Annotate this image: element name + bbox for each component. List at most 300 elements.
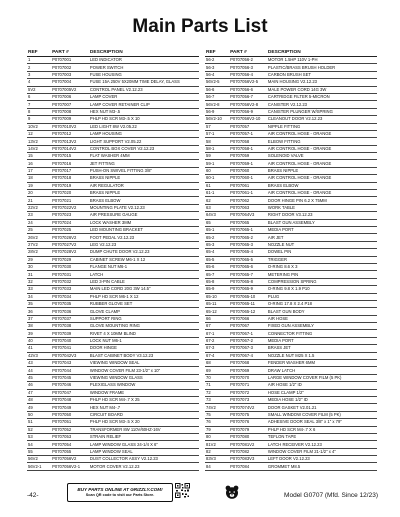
ref-cell: 57 (205, 123, 229, 130)
part-number-cell: P0707019 (51, 182, 89, 189)
description-cell: LEFT DOOR V2.12.23 (267, 456, 377, 463)
ref-cell: 73 (205, 396, 229, 403)
ref-cell: 2 (27, 64, 51, 71)
table-row (27, 64, 199, 71)
table-row (27, 234, 199, 241)
part-number-cell: P0707058 (229, 138, 267, 145)
part-number-cell: P0707031 (51, 271, 89, 278)
part-number-cell: P0707082 (229, 448, 267, 455)
part-number-cell: P0707057 (229, 123, 267, 130)
part-number-cell: P0707079 (229, 426, 267, 433)
ref-cell: 68 (205, 360, 229, 367)
part-number-cell: P0707046 (51, 382, 89, 389)
table-row (27, 308, 199, 315)
ref-cell: 56V2-5 (205, 79, 229, 86)
part-number-cell: P0707056-2 (229, 57, 267, 64)
description-cell: LATCH (89, 271, 199, 278)
table-row (205, 175, 377, 182)
description-cell: RIVET 4 X 10MM BLIND (89, 330, 199, 337)
ref-cell: 61 (205, 182, 229, 189)
table-row (27, 278, 199, 285)
description-cell: NOZZLE NUT M25 X 1.5 (267, 352, 377, 359)
description-cell: LOCK NUT M6-1 (89, 337, 199, 344)
ref-cell: 15 (27, 153, 51, 160)
description-cell: JET FITTING (89, 160, 199, 167)
description-cell: TRIGGER (267, 256, 377, 263)
ref-cell: 46 (27, 382, 51, 389)
table-row (205, 352, 377, 359)
part-number-cell: P0707008 (51, 108, 89, 115)
description-cell: HEX NUT M3-.5 (89, 108, 199, 115)
part-number-cell: P0707004 (51, 79, 89, 86)
table-row (27, 182, 199, 189)
part-number-cell: P0707025 (51, 226, 89, 233)
table-row (205, 456, 377, 463)
ref-cell: 76 (205, 419, 229, 426)
ref-cell: 65-3 (205, 241, 229, 248)
description-cell: LAMP COVER (89, 93, 199, 100)
table-row (27, 145, 199, 152)
ref-cell: 65-7 (205, 271, 229, 278)
page-footer (27, 480, 378, 510)
part-number-cell: P0707032 (51, 278, 89, 285)
part-number-cell: P0707062 (229, 197, 267, 204)
table-row (205, 241, 377, 248)
description-cell: SMALL WINDOW COVER FILM (5 PK) (267, 411, 377, 418)
part-number-cell: P0707017 (51, 167, 89, 174)
description-cell: WINDOW COVER FILM 21-1/2" x 4" (267, 448, 377, 455)
description-cell: MEDIA PORT (267, 337, 377, 344)
description-cell: METERING PIN (267, 271, 377, 278)
part-number-cell: P0707005V2 (51, 86, 89, 93)
description-cell: CONNECTOR FITTING (267, 330, 377, 337)
description-cell: PHLP HD SCR M4-.7 X 6 (267, 426, 377, 433)
part-number-cell: P0707065-9 (229, 286, 267, 293)
ref-cell: 48 (27, 396, 51, 403)
ref-cell: 66 (205, 315, 229, 322)
part-number-cell: P0707054 (51, 441, 89, 448)
ref-cell: 44 (27, 367, 51, 374)
part-number-cell: P0707059-1 (229, 160, 267, 167)
description-cell: VIEWING WINDOW SEAL (89, 360, 199, 367)
part-number-cell: P0707052 (51, 426, 89, 433)
ref-cell: 42V3 (27, 352, 51, 359)
table-row (27, 463, 199, 470)
table-row (27, 352, 199, 359)
description-cell: ELBOW FITTING (267, 138, 377, 145)
table-row (205, 374, 377, 381)
description-cell: MOUNTING PLATE V2.12.23 (89, 204, 199, 211)
description-cell: MALE POWER CORD 14G 3W (267, 86, 377, 93)
description-cell: WORK TABLE (267, 204, 377, 211)
table-row (27, 167, 199, 174)
table-row (205, 382, 377, 389)
table-row (205, 441, 377, 448)
ref-cell: 40 (27, 337, 51, 344)
table-row (205, 93, 377, 100)
table-row (205, 308, 377, 315)
part-number-cell: P0707056V2-1 (51, 463, 89, 470)
parts-store-promo-box (67, 483, 173, 502)
table-row (27, 404, 199, 411)
ref-cell: 65-5 (205, 256, 229, 263)
description-cell: PHLP HD SCR M4-.7 X 25 (89, 396, 199, 403)
part-number-cell: P0707067-1 (229, 330, 267, 337)
table-row (205, 411, 377, 418)
table-row (205, 153, 377, 160)
part-number-cell: P0707022V2 (51, 204, 89, 211)
description-cell: WINDOW FRAME (89, 389, 199, 396)
part-number-cell: P0707069 (229, 367, 267, 374)
description-cell: LED MOUNTING BRACKET (89, 226, 199, 233)
table-row (27, 286, 199, 293)
table-row (205, 182, 377, 189)
description-cell: STRAIN RELIEF (89, 433, 199, 440)
part-number-cell: P0707037 (51, 315, 89, 322)
table-row (27, 382, 199, 389)
description-cell: AIR PRESSURE GAUGE (89, 212, 199, 219)
part-number-cell: P0707002 (51, 64, 89, 71)
part-number-cell: P0707068 (229, 360, 267, 367)
ref-cell: 50 (27, 411, 51, 418)
part-number-cell: P0707067-3 (229, 345, 267, 352)
part-number-cell: P0707073 (229, 396, 267, 403)
table-row (205, 138, 377, 145)
description-cell: LAMP WINDOW GLASS 24-1/4 X 6" (89, 441, 199, 448)
description-cell: GLOVE MOUNTING RING (89, 323, 199, 330)
table-row (27, 130, 199, 137)
part-number-cell: P0707083V3 (229, 456, 267, 463)
part-number-cell: P0707029 (51, 256, 89, 263)
ref-cell: 49 (27, 404, 51, 411)
description-cell: FLAT WASHER 4MM (89, 153, 199, 160)
description-cell: MEDIA PORT (267, 226, 377, 233)
part-number-cell: P0707056V2-5 (229, 79, 267, 86)
parts-tables (27, 49, 377, 471)
table-row (205, 190, 377, 197)
table-row (27, 197, 199, 204)
part-number-cell: P0707056-4 (229, 71, 267, 78)
table-row (205, 330, 377, 337)
description-cell: O-RING 17.8 X 2.4 P18 (267, 300, 377, 307)
ref-cell: 3 (27, 71, 51, 78)
part-number-cell: P0707053 (51, 433, 89, 440)
part-number-cell: P0707033 (51, 286, 89, 293)
table-row (27, 123, 199, 130)
part-number-cell: P0707049 (51, 404, 89, 411)
ref-cell: 58 (205, 138, 229, 145)
table-row (27, 263, 199, 270)
description-cell: LARGE WINDOW COVER FILM (5 PK) (267, 374, 377, 381)
part-number-cell: P0707056V2-8 (229, 101, 267, 108)
part-number-cell: P0707010V2 (51, 123, 89, 130)
part-number-cell: P0707071 (229, 382, 267, 389)
part-number-cell: P0707084 (229, 463, 267, 470)
table-row (27, 345, 199, 352)
ref-cell: 39 (27, 330, 51, 337)
ref-cell: 56-4 (205, 71, 229, 78)
ref-cell: 1 (27, 57, 51, 64)
ref-cell: 13V2 (27, 138, 51, 145)
table-row (205, 256, 377, 263)
ref-cell: 67-3 (205, 345, 229, 352)
part-number-cell: P0707059 (229, 153, 267, 160)
table-row (27, 360, 199, 367)
table-row (27, 389, 199, 396)
ref-cell: 9 (27, 116, 51, 123)
description-cell: FENDER WASHER 6MM (267, 360, 377, 367)
ref-cell: 79 (205, 426, 229, 433)
table-row (205, 101, 377, 108)
ref-cell: 18 (27, 175, 51, 182)
description-cell: PLASTIC/BRASS BRUSH HOLDER (267, 64, 377, 71)
ref-cell: 74V2 (205, 404, 229, 411)
table-row (205, 323, 377, 330)
description-cell: O-RING 8.6 X 3 (267, 263, 377, 270)
part-number-cell: P0707065-1 (229, 226, 267, 233)
ref-cell: 64V3 (205, 212, 229, 219)
description-cell: TRANSFORMER 8W 110V/60HZ-16V (89, 426, 199, 433)
ref-cell: 65-9 (205, 286, 229, 293)
table-row (205, 345, 377, 352)
description-cell: WINDOW COVER FILM 23-1/2" x 10" (89, 367, 199, 374)
part-number-cell: P0707065 (229, 219, 267, 226)
ref-cell: 55 (27, 448, 51, 455)
ref-cell: 22V2 (27, 204, 51, 211)
ref-cell: 65-1 (205, 226, 229, 233)
ref-header: REF (27, 49, 51, 57)
ref-cell: 81V2 (205, 441, 229, 448)
description-cell: CABINET SCREW M6-1 X 12 (89, 256, 199, 263)
table-row (27, 367, 199, 374)
ref-cell: 65-4 (205, 249, 229, 256)
part-number-cell: P0707065-2 (229, 234, 267, 241)
table-row (27, 374, 199, 381)
description-cell: BRASS JET (267, 345, 377, 352)
part-number-cell: P0707067 (229, 323, 267, 330)
part-number-cell: P0707056-7 (229, 93, 267, 100)
ref-cell: 84 (205, 463, 229, 470)
table-row (27, 175, 199, 182)
table-row (205, 396, 377, 403)
part-number-cell: P0707056-9 (229, 108, 267, 115)
table-row (27, 226, 199, 233)
part-number-cell: P0707051 (51, 419, 89, 426)
part-header: PART # (229, 49, 267, 57)
description-cell: MOTOR 1.5HP 110V 1-PH (267, 57, 377, 64)
table-row (27, 212, 199, 219)
ref-cell: 65-8 (205, 278, 229, 285)
part-number-cell: P0707041 (51, 345, 89, 352)
ref-cell: 62 (205, 197, 229, 204)
table-row (205, 367, 377, 374)
table-row (205, 234, 377, 241)
ref-cell: 67-1 (205, 330, 229, 337)
part-number-cell: P0707056-3 (229, 64, 267, 71)
ref-cell: 56V2-10 (205, 116, 229, 123)
part-number-cell: P0707026V2 (51, 234, 89, 241)
ref-cell: 56-6 (205, 86, 229, 93)
description-cell: SUPPORT RING (89, 315, 199, 322)
table-row (27, 330, 199, 337)
ref-cell: 29 (27, 256, 51, 263)
description-cell: BRASS NIPPLE (89, 175, 199, 182)
ref-cell: 59 (205, 153, 229, 160)
table-row (27, 396, 199, 403)
table-row (205, 167, 377, 174)
description-cell: LED LIGHT 8W V2.05.22 (89, 123, 199, 130)
grizzly-bear-logo-icon (224, 484, 240, 500)
description-cell: CONTROL PANEL V2.12.23 (89, 86, 199, 93)
description-cell: COMPRESSION SPRING (267, 278, 377, 285)
description-cell: O-RING 9.8 X 1.9 P10 (267, 286, 377, 293)
part-number-cell: P0707057-1 (229, 130, 267, 137)
part-number-cell: P0707060-1 (229, 175, 267, 182)
part-number-cell: P0707060 (229, 167, 267, 174)
description-cell: PLEXIGLASS WINDOW (89, 382, 199, 389)
ref-cell: 65-2 (205, 234, 229, 241)
table-row (27, 256, 199, 263)
ref-cell: 34 (27, 293, 51, 300)
table-row (27, 93, 199, 100)
description-cell: AIR CONTROL HOSE - ORANGE (267, 175, 377, 182)
part-number-cell: P0707035 (51, 300, 89, 307)
ref-cell: 30 (27, 263, 51, 270)
ref-cell: 43 (27, 360, 51, 367)
ref-cell: 4 (27, 79, 51, 86)
part-number-cell: P0707065-11 (229, 300, 267, 307)
description-cell: DUMP CHUTE DOOR V2.12.23 (89, 249, 199, 256)
table-row (205, 130, 377, 137)
model-number: Model G0707 (Mfd. Since 12/23) (284, 492, 378, 499)
description-cell: DUST COLLECTOR ASSY V2.12.23 (89, 456, 199, 463)
table-row (205, 86, 377, 93)
table-row (27, 337, 199, 344)
part-number-cell: P0707001 (51, 57, 89, 64)
part-number-cell: P0707064V3 (229, 212, 267, 219)
ref-cell: 16 (27, 160, 51, 167)
description-cell: CARTRIDGE FILTER 5-MICRON (267, 93, 377, 100)
page-number: -42- (27, 492, 39, 499)
description-cell: VIEWING WINDOW GLASS (89, 374, 199, 381)
table-row (205, 263, 377, 270)
qr-code-icon[interactable] (175, 483, 190, 498)
ref-cell: 67 (205, 323, 229, 330)
table-row (27, 116, 199, 123)
ref-cell: 56-3 (205, 64, 229, 71)
table-row (205, 145, 377, 152)
table-row (205, 389, 377, 396)
table-row (27, 204, 199, 211)
part-number-cell: P0707056V2-10 (229, 116, 267, 123)
ref-cell: 32 (27, 278, 51, 285)
description-cell: PHLP HD SCR M3-.5 X 10 (89, 116, 199, 123)
description-cell: CARBON BRUSH SET (267, 71, 377, 78)
part-number-cell: P0707034 (51, 293, 89, 300)
part-number-cell: P0707038 (51, 323, 89, 330)
ref-cell: 57-1 (205, 130, 229, 137)
description-cell: BLAST GUN ASSEMBLY (267, 219, 377, 226)
table-row (205, 64, 377, 71)
part-number-cell: P0707081V2 (229, 441, 267, 448)
table-row (27, 448, 199, 455)
parts-table-left-body (27, 57, 199, 471)
table-header-row (205, 49, 377, 57)
description-cell: AIR REGULATOR (89, 182, 199, 189)
table-row (205, 360, 377, 367)
parts-table-left (27, 49, 199, 471)
part-number-cell: P0707065-7 (229, 271, 267, 278)
part-number-cell: P0707067-2 (229, 337, 267, 344)
table-row (205, 212, 377, 219)
part-number-cell: P0707006 (51, 93, 89, 100)
table-row (205, 71, 377, 78)
ref-cell: 51 (27, 419, 51, 426)
table-row (27, 419, 199, 426)
description-cell: AIR CONTROL HOSE - ORANGE (267, 130, 377, 137)
table-row (205, 315, 377, 322)
ref-cell: 83V3 (205, 456, 229, 463)
table-row (27, 86, 199, 93)
part-number-cell: P0707056V2 (51, 456, 89, 463)
description-cell: DOOR HINGE PIN 6.2 X 75MM (267, 197, 377, 204)
ref-cell: 61-1 (205, 190, 229, 197)
description-cell: PLUG (267, 293, 377, 300)
ref-cell: 75 (205, 411, 229, 418)
description-cell: RIGHT DOOR V3.12.23 (267, 212, 377, 219)
part-number-cell: P0707044 (51, 367, 89, 374)
table-row (205, 426, 377, 433)
table-row (27, 57, 199, 64)
parts-table-right (205, 49, 377, 471)
part-number-cell: P0707061-1 (229, 190, 267, 197)
ref-cell: 67-4 (205, 352, 229, 359)
ref-cell: 47 (27, 389, 51, 396)
part-number-cell: P0707012 (51, 130, 89, 137)
ref-cell: 65-11 (205, 300, 229, 307)
ref-cell: 27V2 (27, 241, 51, 248)
part-number-cell: P0707023 (51, 212, 89, 219)
description-cell: TEFLON TAPE (267, 433, 377, 440)
description-cell: AIR HOSE 1/2" ID (267, 382, 377, 389)
table-row (205, 433, 377, 440)
ref-cell: 38 (27, 323, 51, 330)
ref-cell: 80 (205, 433, 229, 440)
ref-cell: 56V2 (27, 456, 51, 463)
ref-cell: 36 (27, 308, 51, 315)
ref-cell: 67-2 (205, 337, 229, 344)
part-number-cell: P0707070 (229, 374, 267, 381)
description-cell: CONTROL BOX COVER V2.12.23 (89, 145, 199, 152)
ref-cell: 65-6 (205, 263, 229, 270)
part-number-cell: P0707061 (229, 182, 267, 189)
part-number-cell: P0707016 (51, 160, 89, 167)
ref-cell: 59-1 (205, 160, 229, 167)
part-number-cell: P0707003 (51, 71, 89, 78)
description-header: DESCRIPTION (89, 49, 199, 57)
ref-cell: 70 (205, 374, 229, 381)
description-cell: CANISTER PLUNGER W/SPRING (267, 108, 377, 115)
part-number-cell: P0707028V2 (51, 249, 89, 256)
table-row (205, 116, 377, 123)
ref-cell: 60-1 (205, 175, 229, 182)
table-row (27, 249, 199, 256)
table-row (27, 293, 199, 300)
table-row (27, 79, 199, 86)
description-cell: PHLP HD SCR M3-.5 X 20 (89, 419, 199, 426)
table-row (205, 271, 377, 278)
ref-cell: 23 (27, 212, 51, 219)
